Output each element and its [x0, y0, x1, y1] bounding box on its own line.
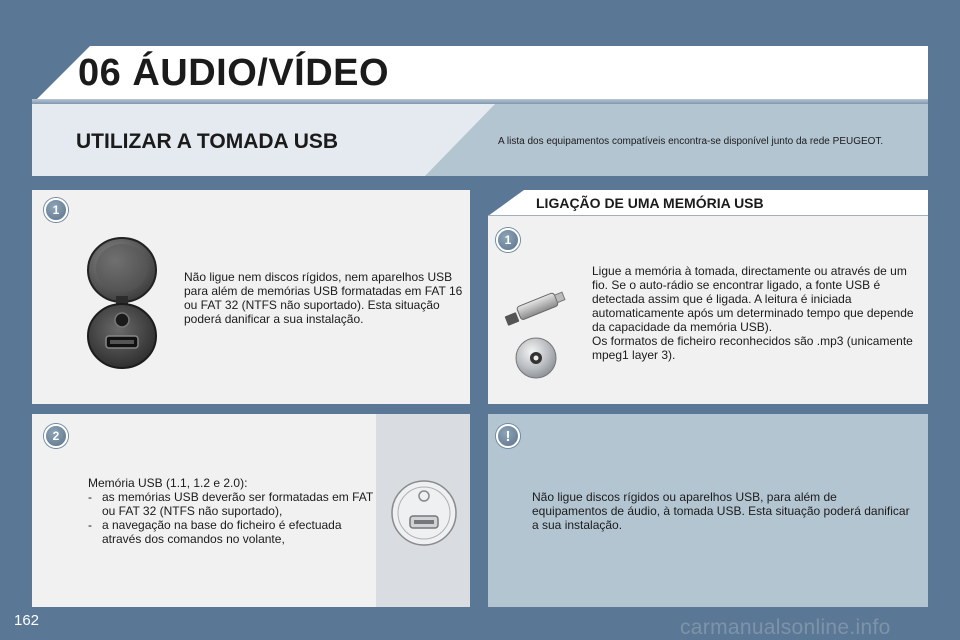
- usb-formatting-warning-text: Não ligue nem discos rígidos, nem aparelhos USB para além de memórias USB formatadas em FAT 16 ou FAT 32 (NTFS não suportado). Esta situação poderá danificar a sua instalação.: [184, 270, 463, 326]
- usb-connection-text: [592, 264, 922, 362]
- usb-memory-spec-text: [88, 476, 378, 546]
- compatibility-note: A lista dos equipamentos compatíveis encontra-se disponível junto da rede PEUGEOT.: [498, 136, 884, 147]
- list-item: [88, 490, 378, 518]
- list-dash: -: [88, 518, 92, 532]
- section-title: UTILIZAR A TOMADA USB: [76, 130, 339, 153]
- step-badge-1: 1: [44, 198, 68, 222]
- usb-socket-open-icon: [84, 236, 160, 372]
- usb-stick-and-cd-icon: [500, 288, 572, 380]
- list-item: [88, 518, 378, 546]
- watermark: carmanualsonline.info: [680, 616, 891, 639]
- step-badge-2: 2: [44, 424, 68, 448]
- warning-icon: !: [496, 424, 520, 448]
- header-divider: [32, 99, 928, 104]
- page-number: 162: [14, 612, 40, 629]
- usb-spec-intro: Memória USB (1.1, 1.2 e 2.0):: [88, 476, 248, 490]
- usb-connection-instructions: Ligue a memória à tomada, directamente ou através de um fio. Se o auto-rádio se encontrar ligado, a fonte USB é detectada assim que é ligada. A leitura é iniciada automaticamente após um determinado tempo que depende da capacidade da memória USB).: [592, 264, 914, 334]
- usb-device-warning-text: Não ligue discos rígidos ou aparelhos USB, para além de equipamentos de áudio, à tomada USB. Esta situação poderá danificar a sua instalação.: [532, 490, 910, 532]
- step-badge-1: 1: [496, 228, 520, 252]
- usb-connection-title: LIGAÇÃO DE UMA MEMÓRIA USB: [536, 195, 764, 211]
- list-dash: -: [88, 490, 92, 504]
- list-item-text: as memórias USB deverão ser formatadas em FAT ou FAT 32 (NTFS não suportado),: [102, 490, 373, 518]
- usb-supported-formats: Os formatos de ficheiro reconhecidos são .mp3 (unicamente mpeg1 layer 3).: [592, 334, 913, 362]
- chapter-title: 06 ÁUDIO/VÍDEO: [78, 52, 390, 94]
- list-item-text: a navegação na base do ficheiro é efectuada através dos comandos no volante,: [102, 518, 342, 546]
- usb-socket-diagram-icon: [388, 478, 460, 548]
